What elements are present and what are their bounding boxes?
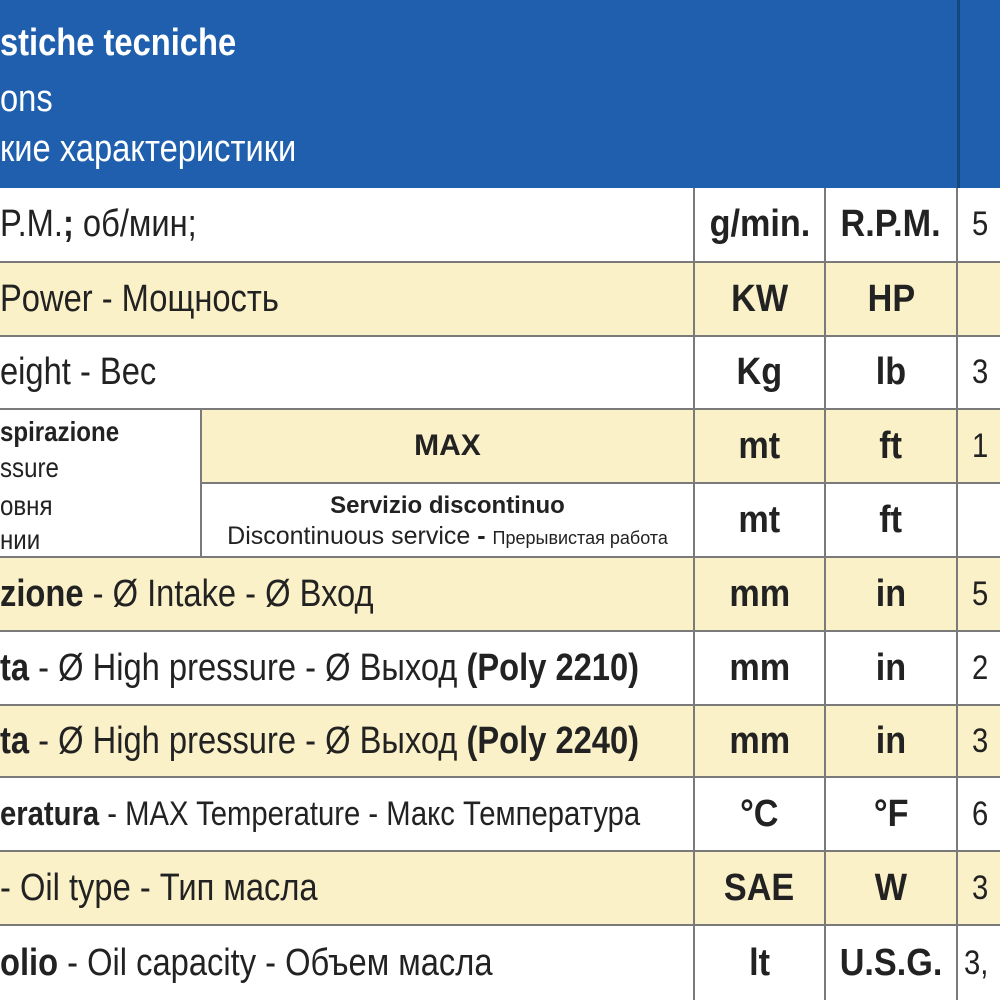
table-row-outlet-2210: ta - Ø High pressure - Ø Выход (Poly 2210) mm in 2: [0, 632, 1000, 706]
unit-secondary: in: [875, 572, 907, 615]
table-row-weight: eight - Вес Kg lb 3: [0, 337, 1000, 410]
unit-primary: SAE: [724, 866, 795, 909]
unit-primary: °C: [740, 792, 779, 835]
table-row-oil-type: - Oil type - Тип масла SAE W 3: [0, 852, 1000, 926]
value-cell: 3: [972, 721, 989, 760]
value-cell: 2: [972, 648, 989, 687]
header-title-it: stiche tecniche: [0, 22, 237, 64]
unit-secondary: U.S.G.: [839, 941, 943, 984]
unit-secondary: in: [875, 719, 907, 762]
suction-max-cell: MAX: [202, 410, 695, 484]
value-cell: 5: [972, 205, 989, 243]
unit-primary: g/min.: [709, 203, 810, 245]
value-cell: 3,: [964, 943, 989, 982]
unit-secondary: HP: [867, 277, 915, 320]
suction-label-cell: spirazione ssure овня нии: [0, 410, 202, 558]
value-cell: 3: [972, 353, 989, 391]
table-row-outlet-2240: ta - Ø High pressure - Ø Выход (Poly 2240) mm in 3: [0, 706, 1000, 778]
table-row-oil-capacity: olio - Oil capacity - Объем масла lt U.S.G. 3,: [0, 926, 1000, 1000]
unit-secondary: °F: [873, 792, 909, 835]
unit-primary: mm: [729, 719, 790, 762]
table-row-rpm: [0, 188, 1000, 263]
unit-secondary: in: [875, 646, 907, 689]
unit-primary: mm: [729, 572, 790, 615]
table-header: [0, 0, 958, 188]
row-label: P.M.; об/мин;: [0, 188, 695, 261]
table-row-suction-max: mt ft 1: [695, 410, 1000, 484]
value-cell: 6: [972, 794, 989, 833]
unit-secondary: R.P.M.: [840, 203, 942, 245]
unit-primary: Kg: [736, 351, 783, 393]
value-cell: 5: [972, 574, 989, 613]
table-row-temperature: eratura - MAX Temperature - Макс Температура °C °F 6: [0, 778, 1000, 852]
unit-primary: lt: [749, 941, 770, 984]
table-row-suction-discontinuous: mt ft: [695, 484, 1000, 558]
unit-secondary: lb: [875, 351, 907, 393]
table-row-power: Power - Мощность KW HP: [0, 263, 1000, 337]
header-title-en: ons: [0, 78, 53, 120]
unit-primary: mm: [729, 646, 790, 689]
header-right-cell: [960, 0, 1000, 188]
unit-primary: KW: [731, 277, 788, 320]
unit-secondary: W: [874, 866, 908, 909]
table-row-intake: zione - Ø Intake - Ø Вход mm in 5: [0, 558, 1000, 632]
header-title-ru: кие характеристики: [0, 128, 297, 170]
value-cell: 3: [972, 868, 989, 907]
suction-discontinuous-cell: Servizio discontinuo Discontinuous service - Прерывистая работа: [202, 484, 695, 558]
